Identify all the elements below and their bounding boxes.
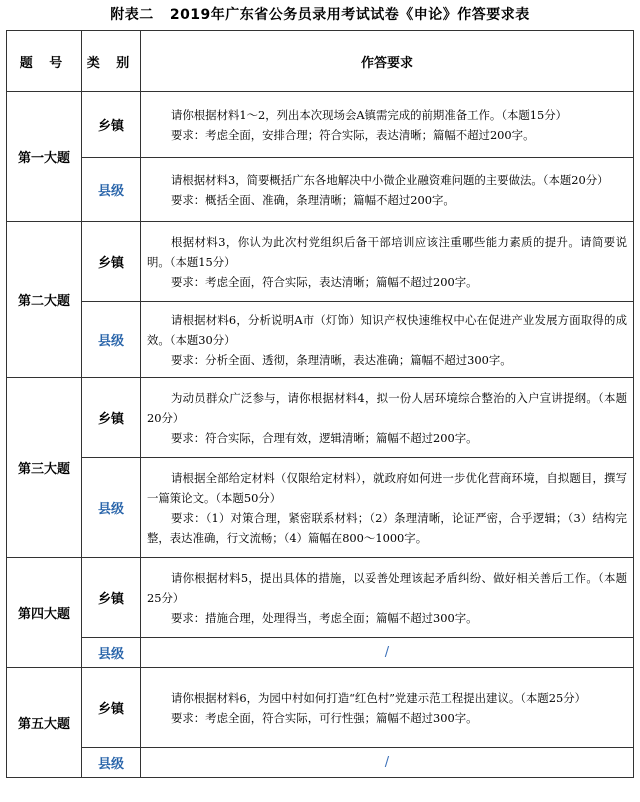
question-label: 第一大题 — [7, 92, 82, 222]
requirement-rule: 要求：分析全面、透彻，条理清晰，表达准确；篇幅不超过300字。 — [171, 352, 512, 367]
table-row — [7, 458, 634, 558]
requirement-task: 请根据材料6，分析说明A市（灯饰）知识产权快速维权中心在促进产业发展方面取得的成效。（本题30分） — [147, 312, 627, 347]
level-town: 乡镇 — [82, 222, 141, 302]
requirement-cell — [141, 378, 634, 458]
table-caption — [0, 0, 640, 30]
not-applicable-mark: / — [141, 748, 634, 778]
level-county: 县级 — [82, 748, 141, 778]
question-label: 第三大题 — [7, 378, 82, 558]
caption-label: 附表二 — [110, 7, 154, 23]
requirement-cell — [141, 158, 634, 222]
requirement-cell — [141, 302, 634, 378]
level-town: 乡镇 — [82, 378, 141, 458]
header-category: 类 别 — [82, 31, 141, 92]
level-county: 县级 — [82, 302, 141, 378]
level-town: 乡镇 — [82, 558, 141, 638]
requirement-task: 请根据全部给定材料（仅限给定材料），就政府如何进一步优化营商环境，自拟题目，撰写一篇策论文。（本题50分） — [147, 470, 627, 505]
requirement-cell — [141, 558, 634, 638]
requirement-task: 请根据材料3，简要概括广东各地解决中小微企业融资难问题的主要做法。（本题20分） — [171, 172, 609, 187]
requirement-rule: 要求：符合实际，合理有效，逻辑清晰；篇幅不超过200字。 — [171, 430, 478, 445]
table-row — [7, 558, 634, 638]
question-label: 第二大题 — [7, 222, 82, 378]
requirement-rule: 要求：考虑全面，安排合理；符合实际，表达清晰；篇幅不超过200字。 — [171, 127, 535, 142]
level-town: 乡镇 — [82, 92, 141, 158]
header-row — [7, 31, 634, 92]
requirement-rule: 要求：考虑全面，符合实际，可行性强；篇幅不超过300字。 — [171, 710, 478, 725]
requirement-rule: 要求：措施合理，处理得当，考虑全面；篇幅不超过300字。 — [171, 610, 478, 625]
table-row — [7, 378, 634, 458]
not-applicable-mark: / — [141, 638, 634, 668]
level-town: 乡镇 — [82, 668, 141, 748]
requirement-rule: 要求：考虑全面，符合实际，表达清晰；篇幅不超过200字。 — [171, 274, 478, 289]
table-row — [7, 638, 634, 668]
table-row — [7, 92, 634, 158]
level-county: 县级 — [82, 638, 141, 668]
requirement-rule: 要求：（1）对策合理，紧密联系材料；（2）条理清晰，论证严密，合乎逻辑；（3）结构完整，表达准确，行文流畅；（4）篇幅在800～1000字。 — [147, 510, 627, 545]
requirement-task: 请你根据材料6，为园中村如何打造“红色村”党建示范工程提出建议。（本题25分） — [171, 690, 586, 705]
table-row — [7, 158, 634, 222]
requirement-cell — [141, 222, 634, 302]
requirement-cell — [141, 668, 634, 748]
requirement-task: 请你根据材料1～2，列出本次现场会A镇需完成的前期准备工作。（本题15分） — [171, 107, 568, 122]
question-label: 第五大题 — [7, 668, 82, 778]
requirement-cell — [141, 458, 634, 558]
requirement-rule: 要求：概括全面、准确，条理清晰；篇幅不超过200字。 — [171, 192, 455, 207]
requirements-table — [6, 30, 634, 778]
header-requirements: 作答要求 — [141, 31, 634, 92]
question-label: 第四大题 — [7, 558, 82, 668]
table-row — [7, 748, 634, 778]
requirement-cell — [141, 92, 634, 158]
requirement-task: 为动员群众广泛参与，请你根据材料4，拟一份人居环境综合整治的入户宣讲提纲。（本题20分） — [147, 390, 627, 425]
table-row — [7, 302, 634, 378]
level-county: 县级 — [82, 158, 141, 222]
requirement-task: 根据材料3，你认为此次村党组织后备干部培训应该注重哪些能力素质的提升。请简要说明。（本题15分） — [147, 234, 627, 269]
caption-title: 2019年广东省公务员录用考试试卷《申论》作答要求表 — [169, 7, 530, 23]
table-row — [7, 668, 634, 748]
level-county: 县级 — [82, 458, 141, 558]
requirement-task: 请你根据材料5，提出具体的措施，以妥善处理该起矛盾纠纷、做好相关善后工作。（本题25分） — [147, 570, 627, 605]
table-row — [7, 222, 634, 302]
header-question-no: 题 号 — [7, 31, 82, 92]
